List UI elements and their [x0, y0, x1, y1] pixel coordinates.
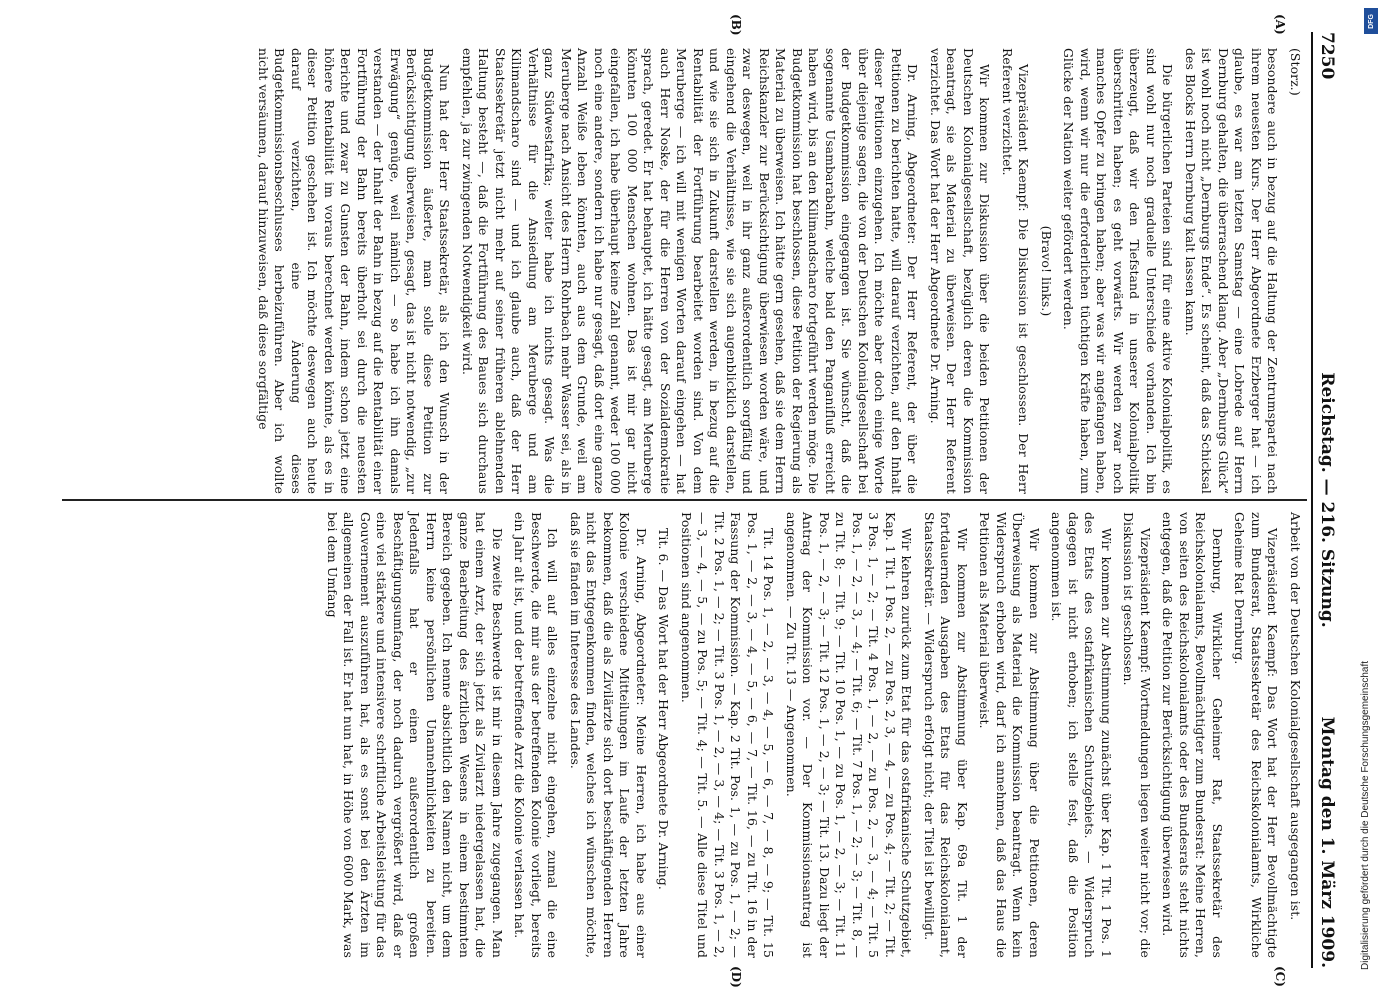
paragraph: Vizepräsident Kaempf: Wortmeldungen liegen weiter nicht vor; die Diskussion ist geschlossen.	[1121, 512, 1153, 958]
paragraph: Vizepräsident Kaempf: Die Diskussion ist geschlossen. Der Herr Referent verzichtet.	[1000, 48, 1032, 494]
paragraph: besondere auch in bezug auf die Haltung der Zentrumspartei nach ihrem neuesten Kurs. Der Herr Abgeordnete Erzberger hat — ich glaube, es war am letzten Samstag — eine Lobrede auf Herrn Dernburg gehalten, die überraschend klang. Aber „Dernburgs Glück“ ist wohl noch nicht „Dernburgs Ende“. Es scheint, daß das Schicksal des Blocks Herrn Dernburg kalt lassen kann.	[1183, 48, 1281, 494]
column-divider	[62, 499, 1307, 501]
paragraph: Wir kommen zur Abstimmung über die Petitionen, deren Überweisung als Material die Kommission beantragt. Wenn kein Widerspruch erhoben wird, darf ich annehmen, daß das Haus die Petitionen als Material überweist.	[977, 512, 1042, 958]
margin-mark-b: (B)	[729, 14, 743, 36]
left-column	[249, 48, 1304, 494]
paragraph: Dr. Arning, Abgeordneter: Meine Herren, ich habe aus einer Kolonie verschiedene Mitteilungen im Laufe der letzten Jahre bekommen, daß die als Zivilärzte sich dort beschäftigenden Herren nicht das Entgegenkommen finden, welches ich wünschen möchte, daß sie fänden im Interesse des Landes.	[568, 512, 649, 958]
margin-mark-c: (C)	[1273, 966, 1287, 987]
paragraph: Arbeit von der Deutschen Kolonialgesellschaft ausgegangen ist.	[1288, 512, 1303, 921]
paragraph: Vizepräsident Kaempf: Das Wort hat der Herr Bevollmächtigte zum Bundesrat, Staatssekretär des Reichskolonialamts, Wirkliche Geheime Rat Dernburg.	[1232, 512, 1281, 958]
page-header	[1311, 32, 1341, 968]
paragraph: Dernburg, Wirklicher Geheimer Rat, Staatssekretär des Reichskolonialamts, Bevollmächtigter zum Bundesrat: Meine Herren, von seiten des Reichskolonialamts oder des Bundesrats steht nichts entgegen, daß die Petition zur Berücksichtigung überwiesen wird.	[1160, 512, 1225, 958]
paragraph: Tit. 6. — Das Wort hat der Herr Abgeordnete Dr. Arning.	[656, 528, 672, 890]
digitization-credit: Digitalisierung gefördert durch die Deutsche Forschungsgemeinschaft	[1360, 660, 1371, 970]
paragraph: Nun hat der Herr Staatssekretär, als ich den Wunsch in der Budgetkommission äußerte, man solle diese Petition zur Berücksichtigung überweisen, gesagt, das ist nicht notwendig, „zur Erwägung“ genüge, weil nämlich — so habe ich ihn damals verstanden — der Inhalt der Bahn in bezug auf die Rentabilität einer Fortführung der Bahn bereits überholt sei durch die neuesten Berichte und zwar zu Gunsten der Bahn, indem schon jetzt eine höhere Rentabilität im voraus berechnet werden könnte, als es in dieser Petition geschehen ist. Ich möchte deswegen auch heute darauf verzichten, eine Änderung dieses Budgetkommissionsbeschlusses herbeizuführen. Aber ich wollte nicht versäumen, darauf hinzuweisen, daß diese sorgfältige	[256, 48, 453, 494]
paragraph: Die zweite Beschwerde ist mir in diesem Jahre zugegangen. Man hat einem Arzt, der sich jetzt als Zivilarzt niedergelassen hat, die ganze Bearbeitung des ärztlichen Wesens in einem bestimmten Bereich gegeben. Ich nenne absichtlich den Namen nicht, um dem Herrn keine persönlichen Unannehmlichkeiten zu bereiten. Jedenfalls hat er einen außerordentlich großen Beschäftigungsumfang, der noch dadurch vergrößert wird, daß er eine viel stärkere und intensivere schriftliche Arbeitsleistung für das Gouvernement auszuführen hat, als es sonst bei den Ärzten im allgemeinen der Fall ist. Er hat nun hat, in Höhe von 6000 Mark, was bei dem Umfang	[325, 512, 505, 958]
paragraph: Tit. 14 Pos. 1, — 2, — 3, — 4, — 5, — 6, — 7, — 8, — 9; — Tit. 15 Pos. 1, — 2, — 3, — 4, — 5, — 6, — 7, — Tit. 16, — zu Tit. 16 in der Fassung der Kommission. — Kap. 2 Tit. Pos. 1, — zu Pos. 1, — 2; — Tit. 2 Pos. 1, — 2; — Tit. 3 Pos. 1, — 2, — 3, — 4; — Tit. 3 Pos. 1, — 2, — 3, — 4, — 5, — zu Pos. 5; — Tit. 4; — Tit. 5. — Alle diese Titel und Positionen sind angenommen.	[679, 512, 777, 958]
margin-mark-d: (D)	[729, 966, 743, 988]
paragraph: Dr. Arning, Abgeordneter: Der Herr Referent, der über die Petitionen zu berichten hatte, will darauf verzichten, auf den Inhalt dieser Petitionen einzugehen. Ich möchte aber doch einige Worte über diejenige sagen, die von der Deutschen Kolonialgesellschaft bei der Budgetkommission eingegangen ist. Sie wünscht, daß die sogenannte Usambarabahn, welche bald den Panganifluß erreicht haben wird, bis an den Kilimandscharo fortgeführt werden möge. Die Budgetkommission hat beschlossen, diese Petition der Regierung als Material zu überweisen. Ich hätte gern gesehen, daß sie dem Herrn Reichskanzler zur Berücksichtigung überwiesen worden wäre, und zwar deswegen, weil in ihr ganz außerordentlich sorgfältig und eingehend die Verhältnisse, wie sie sich augenblicklich darstellen, und wie sie sich in Zukunft darstellen werden, in bezug auf die Rentabilität der Fortführung bearbeitet worden sind. Von dem Meruberge — ich will mit wenigen Worten darauf eingehen — hat auch Herr Noske, der für die Herren von der Sozialdemokratie sprach, geredet. Er hat behauptet, ich hätte gesagt, am Meruberge könnten 100 000 Menschen wohnen. Das ist mir gar nicht eingefallen, ich habe überhaupt keine Zahl genannt, weder 100 000 noch eine andere, sondern ich habe nur gesagt, daß dort eine ganze Anzahl Weiße leben könnten, auch aus dem Grunde, weil am Meruberge nach Ansicht des Herrn Rohrbach mehr Wasser sei, als in ganz Südwestafrika; weiter habe ich nichts gesagt. Was die Verhältnisse für die Ansiedlung am Meruberge und am Kilimandscharo sind — und ich glaube auch, daß der Herr Staatssekretär jetzt nicht mehr auf seiner früheren ablehnenden Haltung besteht —, daß die Fortführung des Baues sich durchaus empfehlen, ja zur zwingenden Notwendigkeit wird.	[460, 48, 921, 494]
margin-mark-a: (A)	[1273, 14, 1287, 35]
paragraph: Wir kommen zur Abstimmung zunächst über Kap. 1 Tit. 1 Pos. 1 des Etats des ostafrikanischen Schutzgebiets. — Widerspruch dagegen ist nicht erhoben; ich stelle fest, daß die Position angenommen ist.	[1049, 512, 1114, 958]
applause-note: (Bravo! links.)	[1039, 225, 1054, 317]
paragraph: Wir kehren zurück zum Etat für das ostafrikanische Schutzgebiet, Kap. 1 Tit. 1 Pos. 2, — zu Pos. 2, 3, — 4, — zu Pos. 4; — Tit. 2; — Tit. 3 Pos. 1, — 2; — Tit. 4 Pos. 1, — 2, — zu Pos. 2, — 3, — 4; — Tit. 5 Pos. 1, — 2, — 3, — 4; — Tit. 6; — Tit. 7 Pos. 1, — 2; — 3; — Tit. 8, — zu Tit. 8; — Tit. 9; — Tit. 10 Pos. 1, — zu Pos. 1, — 2, — 3; — Tit. 11 Pos. 1, — 2, — 3; — Tit. 12 Pos. 1, — 2, — 3; — Tit. 13. Dazu liegt der Antrag der Kommission vor. — Der Kommissionsantrag ist angenommen. — Zu Tit. 13 — Angenommen.	[784, 512, 915, 958]
page-number: 7250	[1317, 32, 1337, 80]
dfg-logo	[1364, 8, 1378, 34]
paragraph: Ich will auf alles einzelne nicht eingehen, zumal die eine Beschwerde, die mir aus der betreffenden Kolonie vorliegt, bereits ein Jahr alt ist, und der betreffende Arzt die Kolonie verlassen hat.	[512, 512, 561, 958]
session-title: Reichstag. — 216. Sitzung.	[1317, 372, 1337, 628]
paragraph: Die bürgerlichen Parteien sind für eine aktive Kolonialpolitik, es sind wohl nur noch graduelle Unterschiede vorhanden. Ich bin überzeugt, daß wir den Tiefstand in unserer Kolonialpolitik überschritten haben; es geht vorwärts. Wir werden zwar noch manches Opfer zu bringen haben; aber was wir angefangen haben, wird, wenn wir nur die erforderlichen tüchtigen Kräfte haben, zum Glücke der Nation weiter gefördert werden.	[1061, 48, 1176, 494]
paragraph: Wir kommen zur Diskussion über die beiden Petitionen der Deutschen Kolonialgesellschaft, bezüglich deren die Kommission beantragt, sie als Material zu überweisen. Der Herr Referent verzichtet. Das Wort hat der Herr Abgeordnete Dr. Arning.	[928, 48, 993, 494]
paragraph: Wir kommen zur Abstimmung über Kap. 69a Tit. 1 der fortdauernden Ausgaben des Etats für das Reichskolonialamt, Staatssekretär. — Widerspruch erfolgt nicht; der Titel ist bewilligt.	[922, 512, 970, 958]
speaker-tag: (Storz.)	[1288, 48, 1303, 96]
right-column	[318, 512, 1304, 958]
dfg-logo-text: DFG	[1367, 13, 1375, 29]
session-date: Montag den 1. März 1909.	[1317, 716, 1337, 968]
